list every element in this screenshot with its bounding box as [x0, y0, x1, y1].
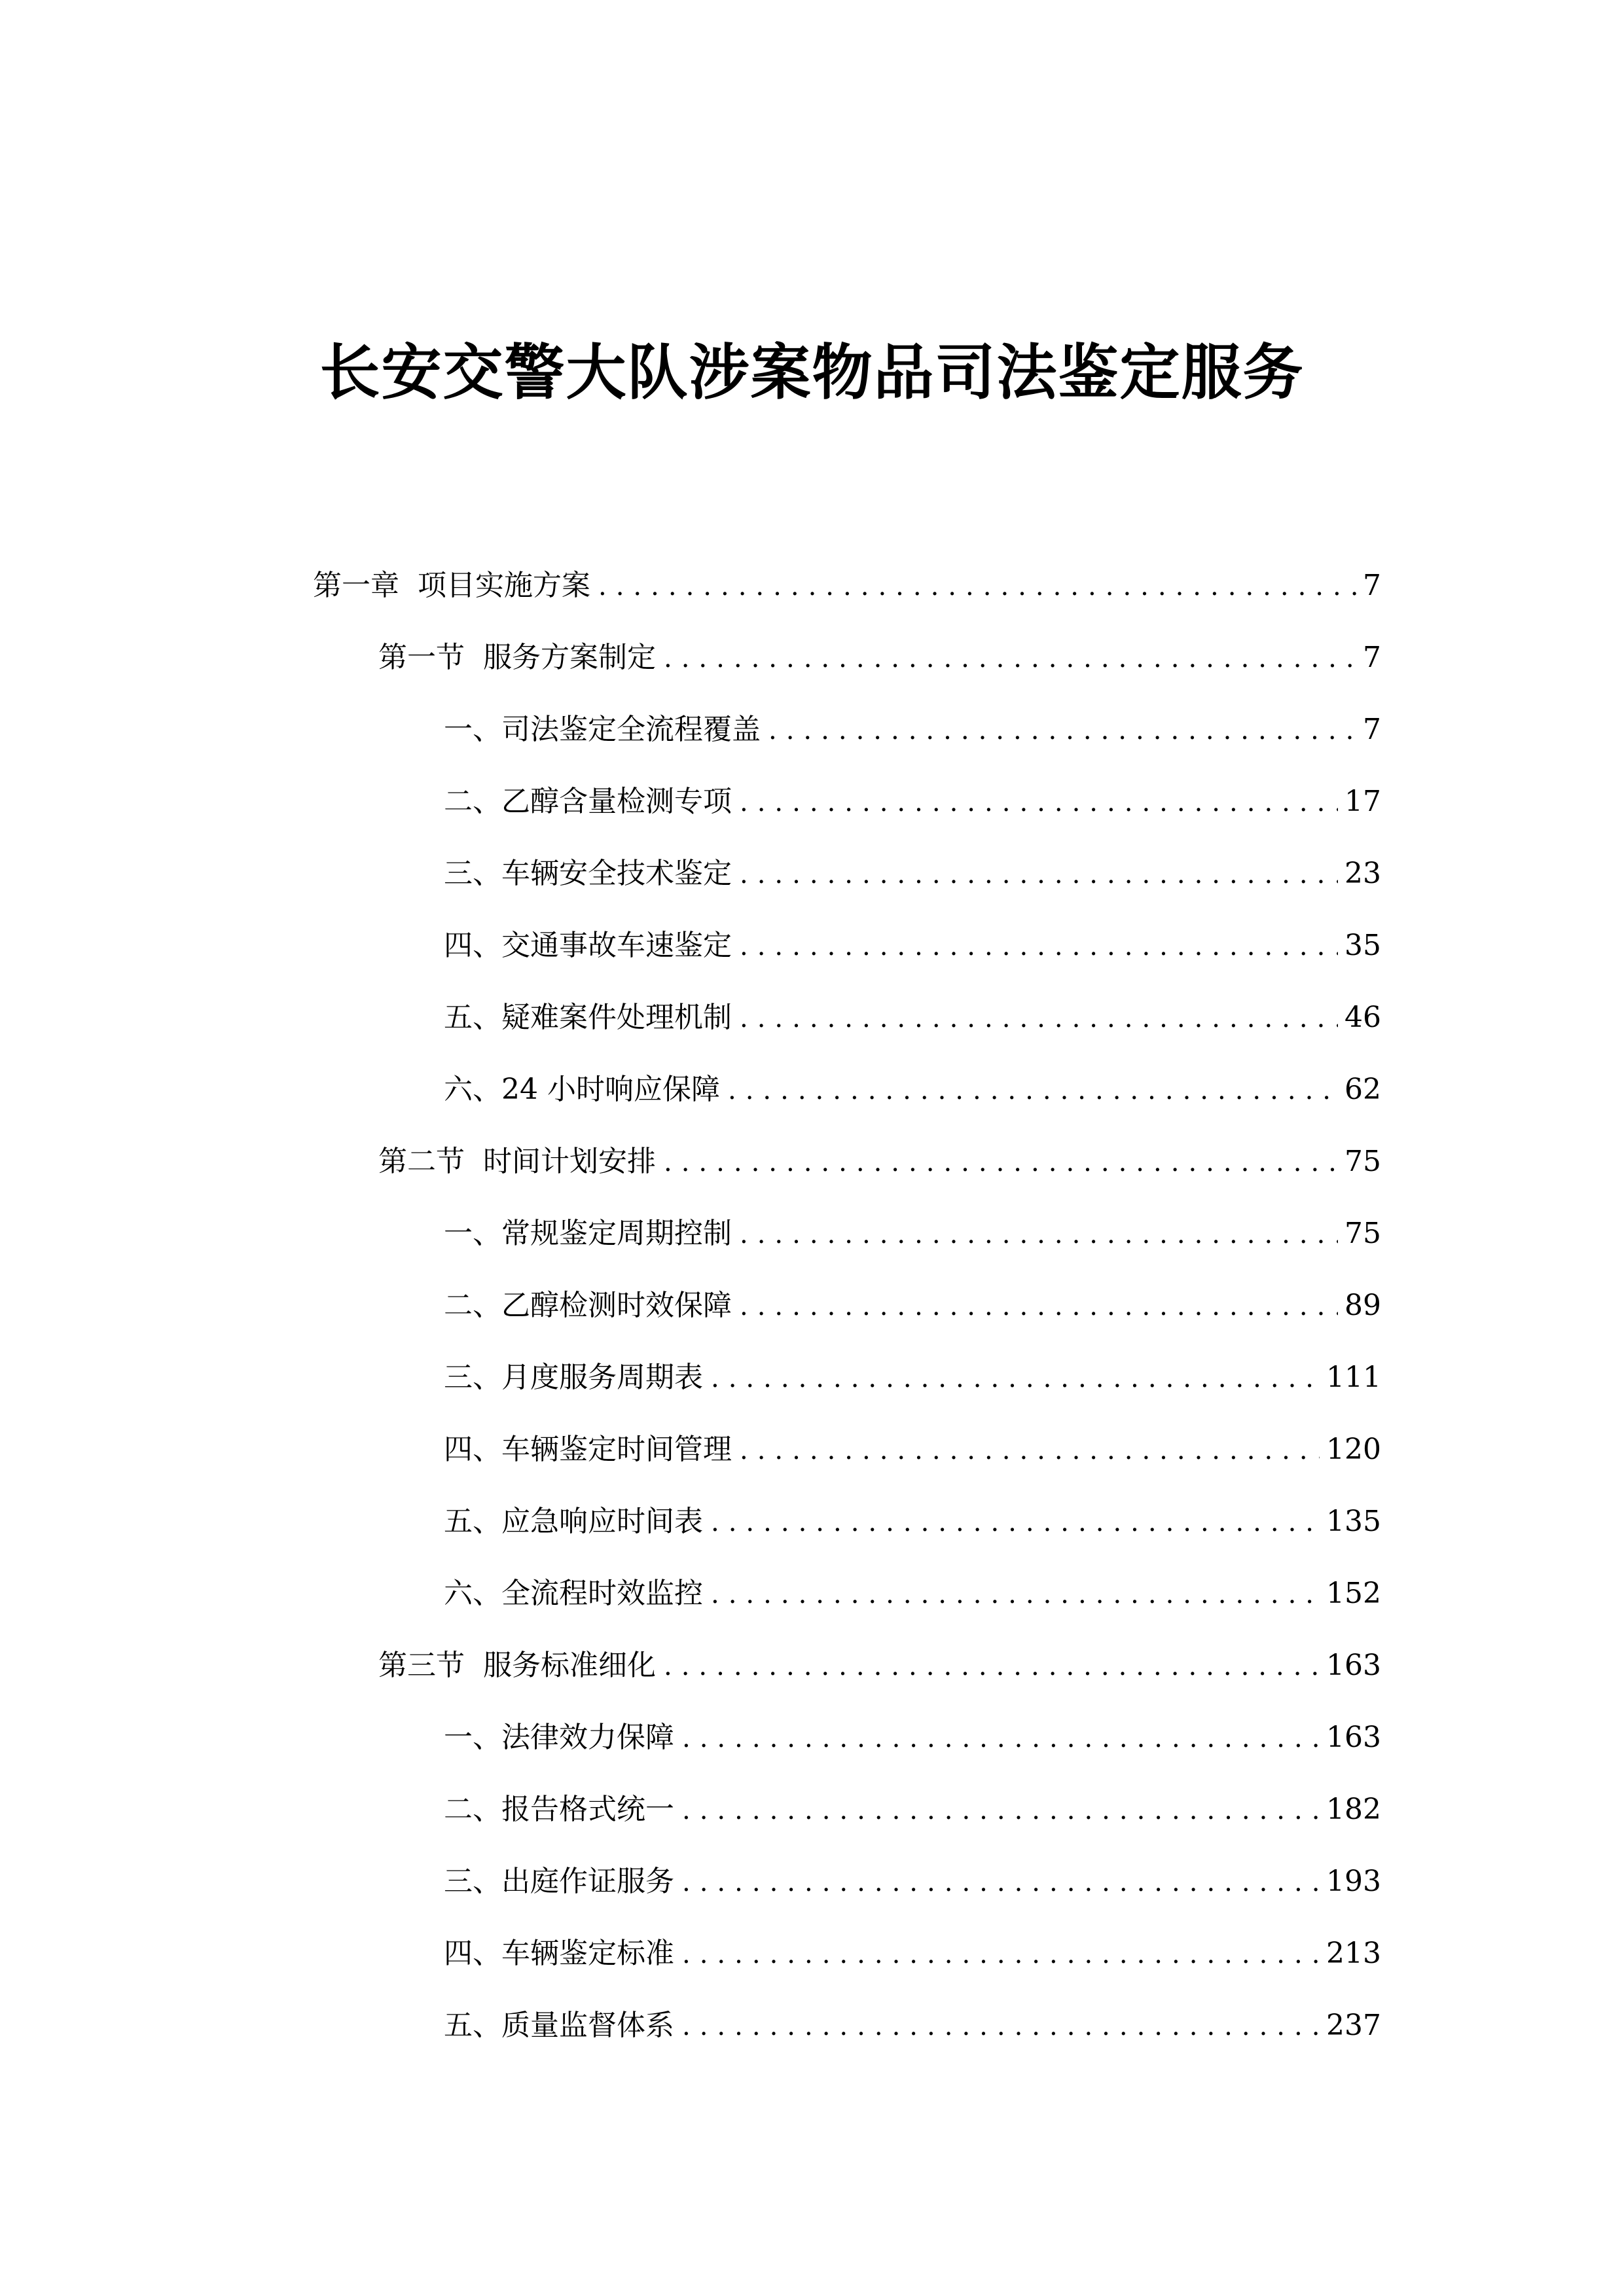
toc-entry-item[interactable] [444, 1934, 1381, 1973]
toc-entry-label: 项目实施方案 [418, 569, 590, 602]
toc-entry-item[interactable] [444, 1718, 1381, 1757]
toc-entry-page: 35 [1344, 929, 1381, 962]
toc-entry-number: 二、 [444, 1793, 501, 1826]
toc-entry-item[interactable] [444, 1214, 1381, 1253]
toc-entry-number: 六、 [444, 1073, 501, 1106]
toc-entry-label: 车辆鉴定标准 [501, 1937, 674, 1970]
toc-entry-label: 报告格式统一 [501, 1793, 674, 1826]
toc-entry-label: 出庭作证服务 [501, 1865, 674, 1898]
toc-entry-section-3[interactable] [378, 1646, 1381, 1685]
toc-dot-leader [682, 1719, 1320, 1758]
toc-entry-item[interactable] [444, 1070, 1381, 1109]
toc-dot-leader [682, 2007, 1320, 2046]
toc-entry-page: 182 [1326, 1793, 1381, 1826]
toc-entry-number: 三、 [444, 1361, 501, 1394]
toc-entry-page: 135 [1326, 1505, 1381, 1538]
toc-entry-label: 全流程时效监控 [501, 1577, 703, 1610]
toc-entry-page: 46 [1344, 1001, 1381, 1034]
toc-entry-item[interactable] [444, 1502, 1381, 1541]
toc-entry-page: 7 [1363, 569, 1381, 602]
toc-dot-leader [711, 1503, 1320, 1542]
toc-dot-leader [682, 1863, 1320, 1902]
toc-entry-label: 乙醇检测时效保障 [501, 1289, 732, 1322]
toc-entry-page: 120 [1326, 1433, 1381, 1466]
toc-entry-label: 司法鉴定全流程覆盖 [501, 713, 761, 746]
toc-entry-number: 四、 [444, 1937, 501, 1970]
toc-entry-number: 六、 [444, 1577, 501, 1610]
toc-entry-label: 法律效力保障 [501, 1721, 674, 1754]
document-title: 长安交警大队涉案物品司法鉴定服务 [319, 338, 1305, 408]
toc-entry-label: 服务方案制定 [483, 641, 656, 674]
toc-entry-item[interactable] [444, 710, 1381, 749]
toc-entry-page: 23 [1344, 857, 1381, 890]
toc-entry-label: 时间计划安排 [483, 1145, 656, 1178]
toc-entry-section-1[interactable] [378, 638, 1381, 677]
toc-dot-leader [740, 1431, 1320, 1470]
toc-dot-leader [682, 1791, 1320, 1830]
toc-entry-number: 一、 [444, 1217, 501, 1250]
toc-entry-page: 193 [1326, 1865, 1381, 1898]
toc-entry-number: 四、 [444, 929, 501, 962]
toc-dot-leader [664, 1647, 1320, 1686]
toc-dot-leader [598, 567, 1356, 606]
toc-entry-page: 17 [1344, 785, 1381, 818]
toc-entry-number: 二、 [444, 785, 501, 818]
toc-entry-page: 237 [1326, 2009, 1381, 2042]
toc-entry-number: 四、 [444, 1433, 501, 1466]
toc-entry-item[interactable] [444, 1286, 1381, 1325]
toc-entry-number: 第二节 [378, 1145, 465, 1178]
toc-entry-label: 车辆安全技术鉴定 [501, 857, 732, 890]
toc-entry-item[interactable] [444, 1862, 1381, 1901]
toc-entry-item[interactable] [444, 2006, 1381, 2045]
toc-entry-page: 111 [1326, 1361, 1381, 1394]
toc-entry-number: 三、 [444, 1865, 501, 1898]
toc-dot-leader [728, 1071, 1338, 1110]
toc-entry-item[interactable] [444, 782, 1381, 821]
toc-entry-item[interactable] [444, 1430, 1381, 1469]
toc-dot-leader [740, 1215, 1338, 1254]
toc-entry-item[interactable] [444, 1574, 1381, 1613]
toc-dot-leader [740, 1287, 1338, 1326]
toc-entry-number: 第三节 [378, 1649, 465, 1682]
toc-entry-page: 213 [1326, 1937, 1381, 1970]
toc-entry-page: 152 [1326, 1577, 1381, 1610]
toc-entry-label: 质量监督体系 [501, 2009, 674, 2042]
toc-entry-label: 24 小时响应保障 [501, 1073, 720, 1106]
toc-dot-leader [740, 783, 1338, 822]
toc-entry-page: 7 [1363, 641, 1381, 674]
toc-entry-section-2[interactable] [378, 1142, 1381, 1181]
toc-entry-label: 交通事故车速鉴定 [501, 929, 732, 962]
toc-entry-chapter-1[interactable] [313, 566, 1381, 605]
toc-dot-leader [768, 711, 1356, 750]
toc-dot-leader [740, 855, 1338, 894]
toc-dot-leader [682, 1935, 1320, 1974]
toc-dot-leader [711, 1575, 1320, 1614]
toc-entry-number: 五、 [444, 1001, 501, 1034]
toc-entry-label: 应急响应时间表 [501, 1505, 703, 1538]
toc-entry-page: 89 [1344, 1289, 1381, 1322]
toc-entry-number: 二、 [444, 1289, 501, 1322]
toc-entry-number: 一、 [444, 713, 501, 746]
toc-entry-item[interactable] [444, 1790, 1381, 1829]
toc-entry-page: 163 [1326, 1649, 1381, 1682]
toc-entry-item[interactable] [444, 854, 1381, 893]
toc-entry-label: 车辆鉴定时间管理 [501, 1433, 732, 1466]
toc-dot-leader [740, 927, 1338, 966]
toc-entry-number: 第一章 [313, 569, 399, 602]
toc-entry-number: 第一节 [378, 641, 465, 674]
toc-entry-label: 乙醇含量检测专项 [501, 785, 732, 818]
toc-entry-item[interactable] [444, 1358, 1381, 1397]
toc-dot-leader [740, 999, 1338, 1038]
toc-entry-page: 62 [1344, 1073, 1381, 1106]
toc-entry-number: 三、 [444, 857, 501, 890]
toc-entry-label: 常规鉴定周期控制 [501, 1217, 732, 1250]
toc-entry-label: 服务标准细化 [483, 1649, 656, 1682]
toc-entry-item[interactable] [444, 926, 1381, 965]
toc-entry-page: 75 [1344, 1145, 1381, 1178]
toc-entry-item[interactable] [444, 998, 1381, 1037]
toc-dot-leader [664, 1143, 1338, 1182]
toc-entry-label: 疑难案件处理机制 [501, 1001, 732, 1034]
toc-entry-number: 一、 [444, 1721, 501, 1754]
toc-dot-leader [711, 1359, 1320, 1398]
toc-entry-number: 五、 [444, 1505, 501, 1538]
toc-entry-page: 7 [1363, 713, 1381, 746]
toc-entry-number: 五、 [444, 2009, 501, 2042]
toc-entry-page: 75 [1344, 1217, 1381, 1250]
toc-entry-page: 163 [1326, 1721, 1381, 1754]
toc-dot-leader [664, 639, 1356, 678]
toc-entry-label: 月度服务周期表 [501, 1361, 703, 1394]
